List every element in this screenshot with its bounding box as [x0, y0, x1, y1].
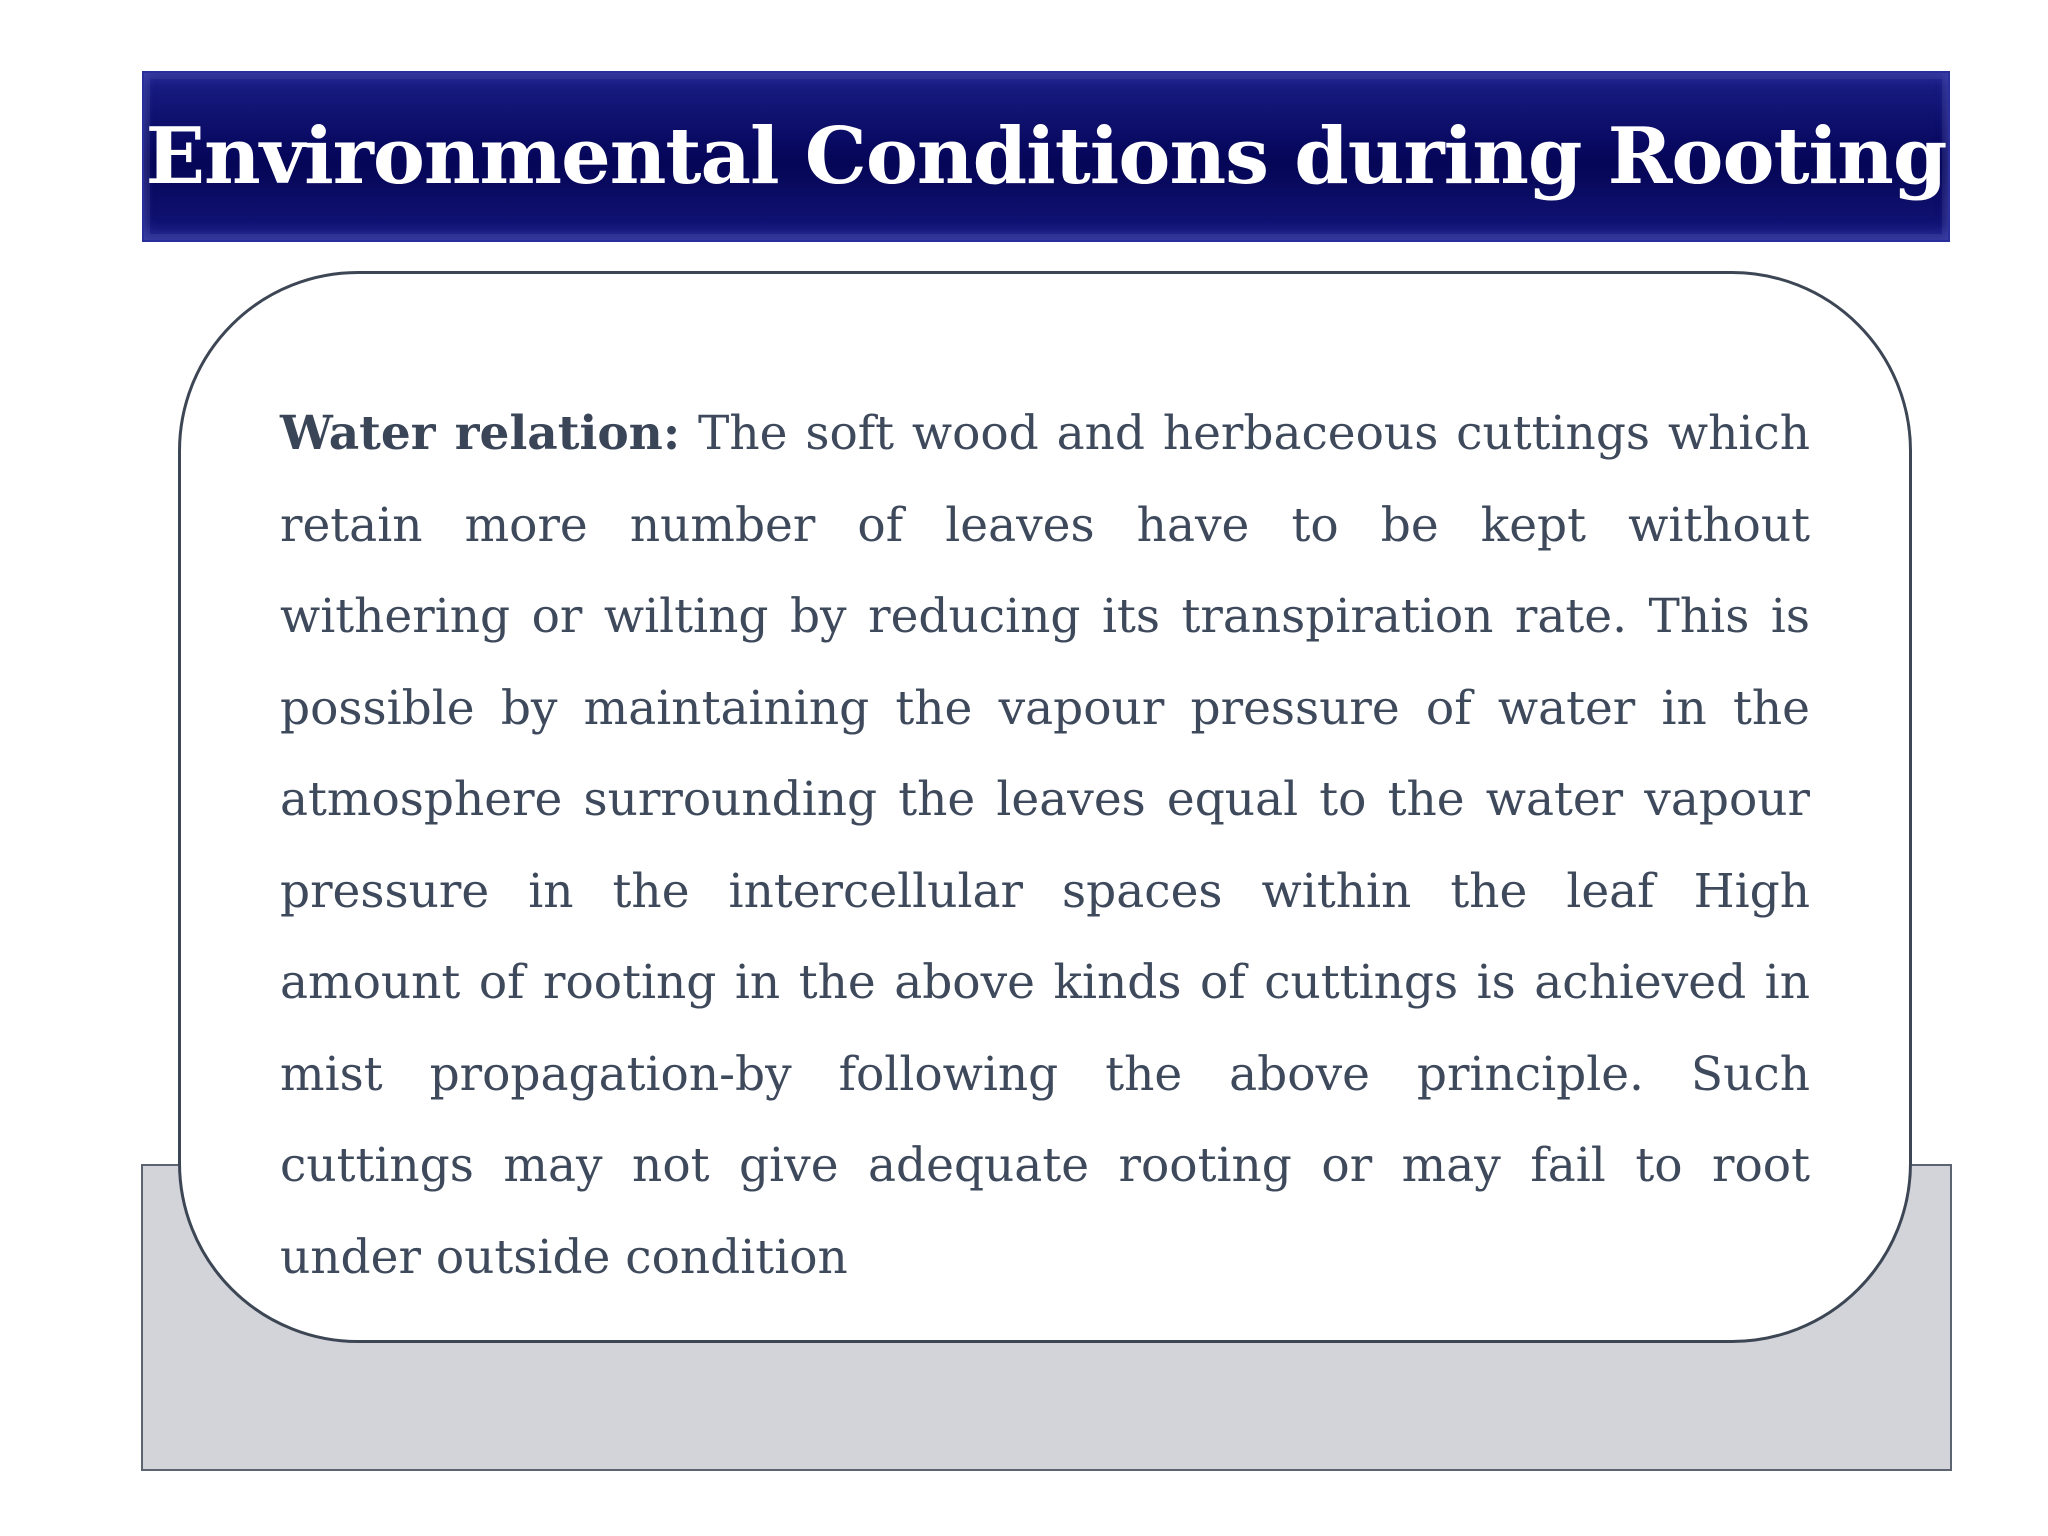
slide-title: Environmental Conditions during Rooting — [145, 111, 1947, 202]
body-text: The soft wood and herbaceous cuttings which retain more number of leaves have to be kept without withering or wilting by reducing its transpiration rate. This is possible by maintaining the vapour pressure of water in the atmosphere surrounding the leaves equal to the water vapour pressure in the intercellular spaces within the leaf High amount of rooting in the above kinds of cuttings is achieved in mist propagation-by following the above principle. Such cuttings may not give adequate rooting or may fail to root under outside condition — [280, 406, 1810, 1285]
lead-label: Water relation: — [280, 406, 681, 461]
body-paragraph — [280, 388, 1810, 1303]
slide-title-bar — [142, 71, 1950, 242]
